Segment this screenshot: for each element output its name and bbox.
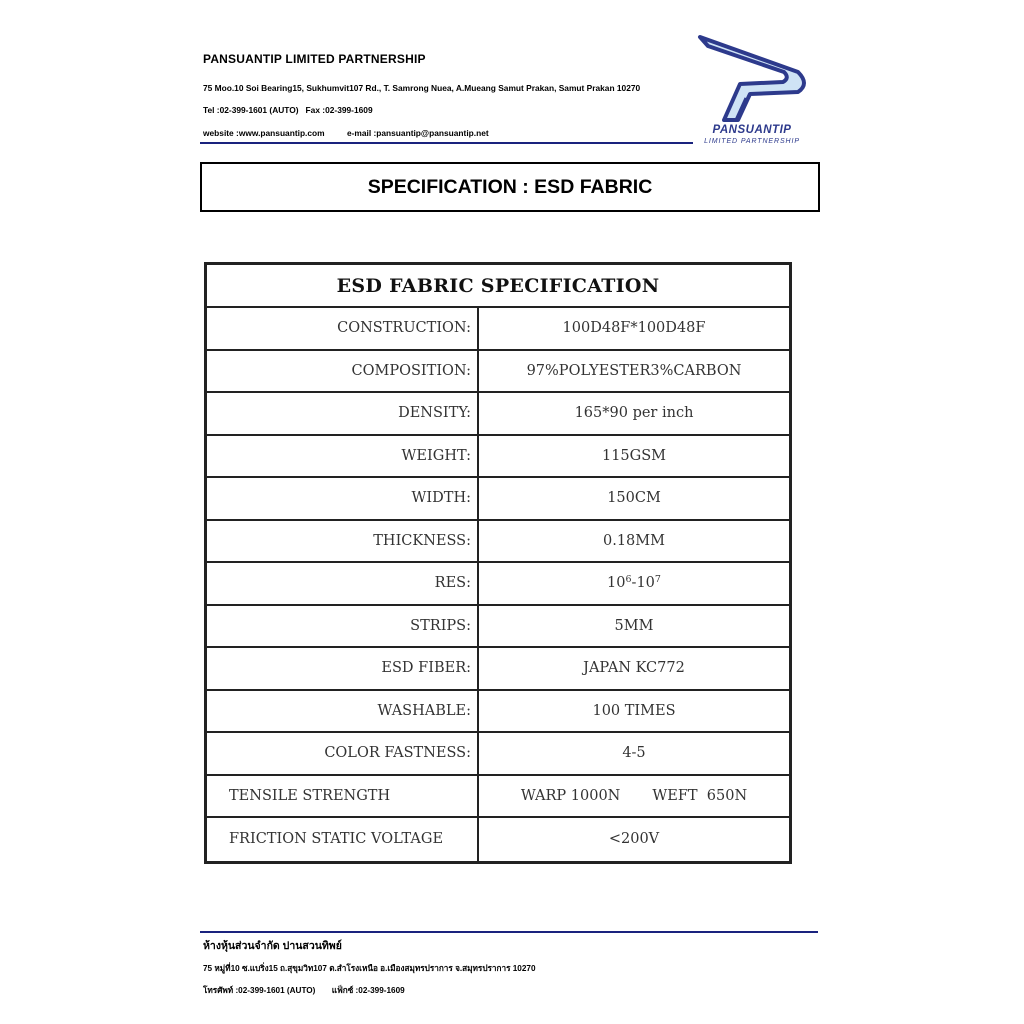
table-row [207, 818, 789, 861]
row-label: CONSTRUCTION: [207, 308, 479, 349]
row-value: 115GSM [601, 447, 667, 464]
logo-subtitle: LIMITED PARTNERSHIP [704, 138, 800, 145]
row-value: 100 TIMES [592, 702, 676, 719]
res-base-min: 10 [607, 575, 626, 592]
spec-title-box [200, 162, 820, 212]
table-row [207, 351, 789, 394]
company-address: 75 Moo.10 Soi Bearing15, Sukhumvit107 Rd., T. Samrong Nuea, A.Mueang Samut Prakan, Samut Prakan 10270 [203, 83, 641, 93]
table-row [207, 436, 789, 479]
row-label: RES: [207, 563, 479, 604]
table-row [207, 648, 789, 691]
tensile-weft: WEFT 650N [652, 787, 748, 804]
row-value: 97%POLYESTER3%CARBON [526, 362, 742, 379]
footer-divider [200, 931, 818, 933]
row-value: 150CM [607, 490, 661, 507]
table-row [207, 606, 789, 649]
row-value-resistance [479, 563, 789, 604]
header-divider [200, 142, 693, 144]
table-row [207, 563, 789, 606]
footer-address-thai: 75 หมู่ที่10 ซ.แบริ่ง15 ถ.สุขุมวิท107 ต.สำโรงเหนือ อ.เมืองสมุทรปราการ จ.สมุทรปราการ 10270 [203, 964, 536, 973]
spec-table-title: ESD FABRIC SPECIFICATION [207, 265, 789, 308]
res-exp-min: 6 [625, 573, 632, 585]
website-link[interactable]: website :www.pansuantip.com [203, 128, 325, 138]
row-value: 5MM [614, 617, 654, 634]
table-row [207, 308, 789, 351]
table-row [207, 733, 789, 776]
tensile-warp: WARP 1000N [520, 787, 621, 804]
table-row [207, 521, 789, 564]
row-value-tensile [479, 776, 789, 817]
row-label: COLOR FASTNESS: [207, 733, 479, 774]
row-value: 165*90 per inch [574, 405, 694, 422]
row-label: WEIGHT: [207, 436, 479, 477]
table-row [207, 691, 789, 734]
footer-phone: โทรศัพท์ :02-399-1601 (AUTO) [203, 986, 316, 995]
company-phone-fax: Tel :02-399-1601 (AUTO) Fax :02-399-1609 [203, 105, 373, 115]
res-exp-max: 7 [654, 573, 661, 585]
row-value: <200V [608, 831, 660, 848]
row-label: WIDTH: [207, 478, 479, 519]
contact-line [203, 128, 489, 138]
row-label: DENSITY: [207, 393, 479, 434]
spec-title: SPECIFICATION : ESD FABRIC [367, 175, 653, 198]
email-link[interactable]: e-mail :pansuantip@pansuantip.net [346, 128, 489, 138]
table-row [207, 776, 789, 819]
footer-company-thai: ห้างหุ้นส่วนจำกัด ปานสวนทิพย์ [203, 940, 342, 952]
company-name: PANSUANTIP LIMITED PARTNERSHIP [203, 52, 426, 66]
row-label: FRICTION STATIC VOLTAGE [207, 818, 479, 861]
row-value: 0.18MM [603, 532, 665, 549]
row-label: WASHABLE: [207, 691, 479, 732]
row-label: STRIPS: [207, 606, 479, 647]
row-label: THICKNESS: [207, 521, 479, 562]
res-separator: - [631, 575, 637, 592]
logo-wordmark: PANSUANTIP [712, 124, 792, 136]
row-label: ESD FIBER: [207, 648, 479, 689]
res-base-max: 10 [636, 575, 655, 592]
spec-table [204, 262, 792, 864]
row-value: JAPAN KC772 [583, 660, 685, 677]
row-label: TENSILE STRENGTH [207, 776, 479, 817]
table-row [207, 393, 789, 436]
footer-fax: แฟ็กซ์ :02-399-1609 [331, 986, 405, 995]
logo-mark-icon [688, 32, 813, 127]
row-label: COMPOSITION: [207, 351, 479, 392]
row-value: 4-5 [622, 745, 646, 762]
footer-contact-thai [203, 984, 405, 997]
table-row [207, 478, 789, 521]
row-value: 100D48F*100D48F [562, 320, 706, 337]
